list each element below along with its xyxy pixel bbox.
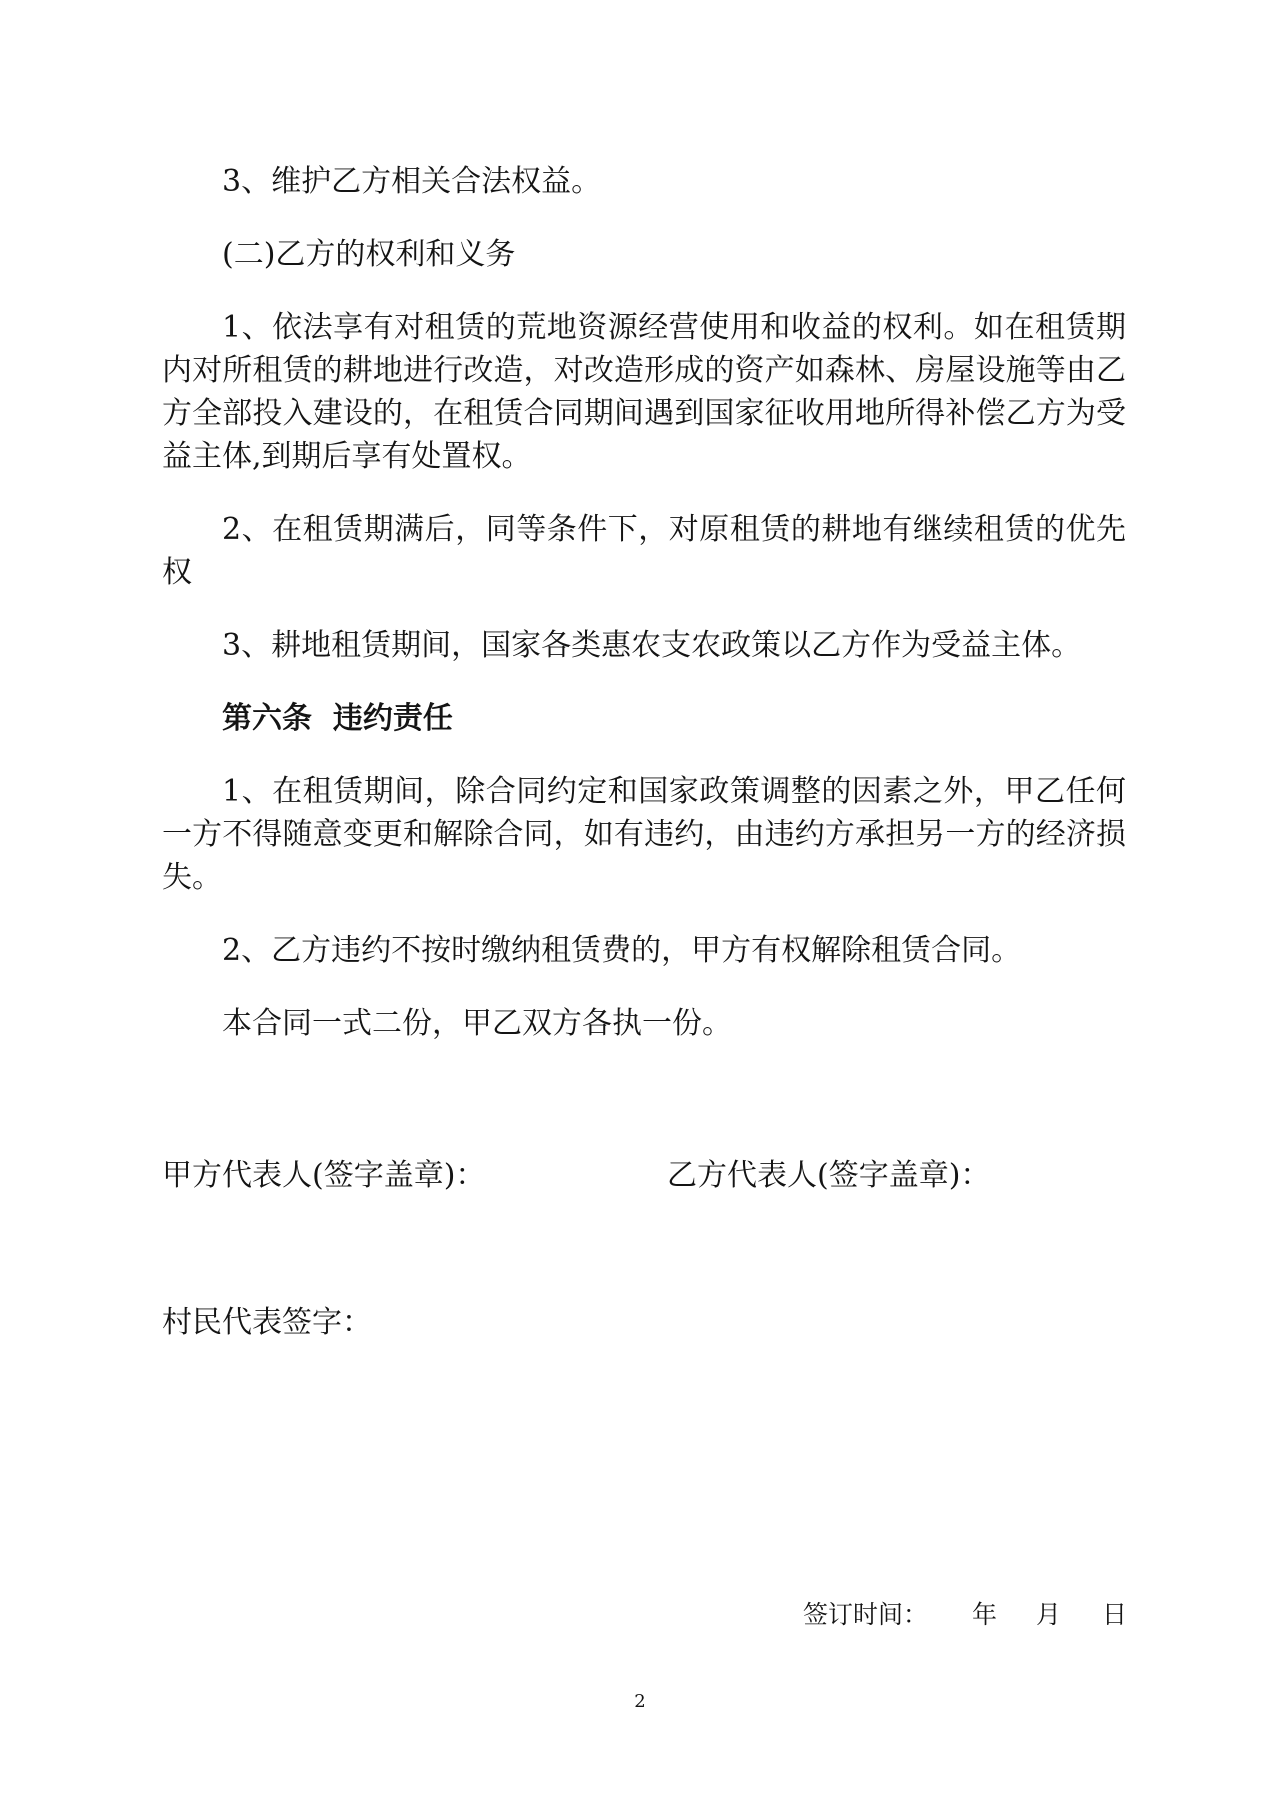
- villager-representative-signature-label: 村民代表签字：: [162, 1305, 372, 1340]
- text-line: 2、乙方违约不按时缴纳租赁费的，甲方有权解除租赁合同。: [222, 933, 1022, 968]
- text-line: 益主体,到期后享有处置权。: [162, 439, 532, 474]
- text-line: 失。: [162, 860, 222, 895]
- clause-party-a-protect-rights: [162, 160, 1126, 203]
- text-line: 2、在租赁期满后，同等条件下，对原租赁的耕地有继续租赁的优先: [222, 512, 1126, 547]
- text-line: 一方不得随意变更和解除合同，如有违约，由违约方承担另一方的经济损: [162, 817, 1126, 852]
- party-a-signature-label: 甲方代表人(签字盖章)：: [162, 1158, 486, 1193]
- text-line: 3、耕地租赁期间，国家各类惠农支农政策以乙方作为受益主体。: [222, 628, 1082, 663]
- text-line: 内对所租赁的耕地进行改造，对改造形成的资产如森林、房屋设施等由乙: [162, 353, 1126, 388]
- text-line: 1、在租赁期间，除合同约定和国家政策调整的因素之外，甲乙任何: [222, 774, 1126, 809]
- signing-date-label: 签订时间：: [803, 1600, 929, 1629]
- clause-no-unilateral-termination: [162, 770, 1126, 899]
- page-number: 2: [634, 1691, 646, 1712]
- clause-priority-renewal: [162, 508, 1126, 594]
- section-heading-breach-liability: [162, 697, 1126, 740]
- clause-party-b-usage-rights: [162, 306, 1126, 478]
- clause-late-payment-termination: [162, 929, 1126, 972]
- text-line: 第六条 违约责任: [222, 701, 453, 736]
- text-line: 权: [162, 555, 192, 590]
- text-line: 本合同一式二份，甲乙双方各执一份。: [222, 1006, 732, 1041]
- signing-date-year: 年: [972, 1600, 998, 1629]
- contract-body: [162, 160, 1126, 1075]
- clause-copies: [162, 1002, 1126, 1045]
- party-b-signature-label: 乙方代表人(签字盖章)：: [667, 1158, 991, 1193]
- text-line: 1、依法享有对租赁的荒地资源经营使用和收益的权利。如在租赁期: [222, 310, 1126, 345]
- text-line: 方全部投入建设的，在租赁合同期间遇到国家征收用地所得补偿乙方为受: [162, 396, 1126, 431]
- signing-date-month: 月: [1036, 1600, 1062, 1629]
- clause-policy-beneficiary: [162, 624, 1126, 667]
- signing-date-day: 日: [1102, 1600, 1128, 1629]
- subsection-heading-party-b-rights: [162, 233, 1126, 276]
- text-line: 3、维护乙方相关合法权益。: [222, 164, 602, 199]
- text-line: (二)乙方的权利和义务: [222, 237, 516, 272]
